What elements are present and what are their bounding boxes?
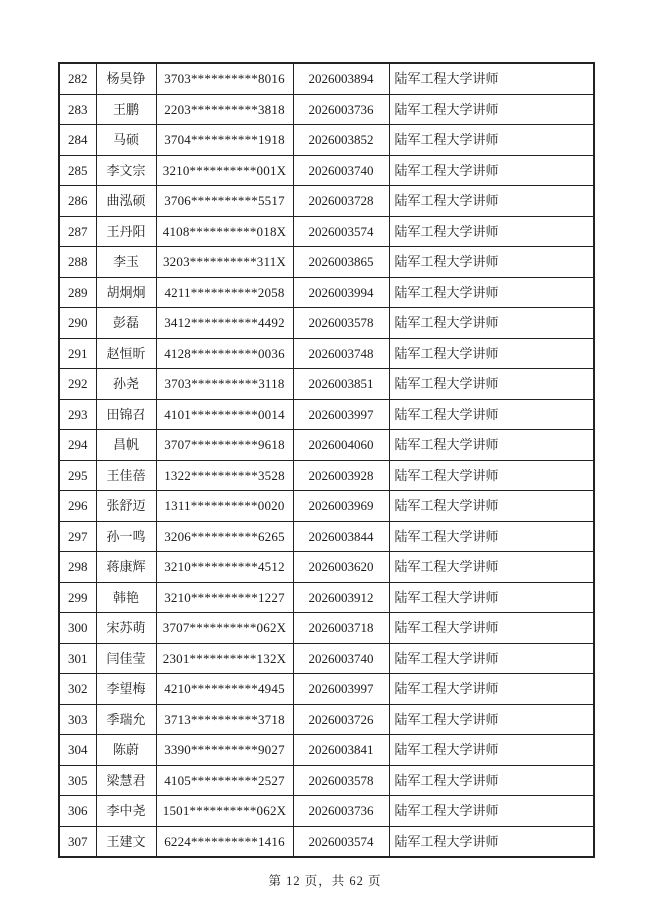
- cell-name: 闫佳莹: [96, 643, 156, 674]
- cell-position: 陆军工程大学讲师: [389, 674, 594, 705]
- cell-id-number: 2203**********3818: [156, 94, 293, 125]
- cell-name: 王建文: [96, 826, 156, 857]
- table-row: [59, 430, 594, 461]
- cell-application-number: 2026003865: [293, 247, 389, 278]
- table-row: [59, 125, 594, 156]
- cell-position: 陆军工程大学讲师: [389, 247, 594, 278]
- cell-index: 302: [59, 674, 96, 705]
- cell-position: 陆军工程大学讲师: [389, 155, 594, 186]
- cell-index: 305: [59, 765, 96, 796]
- cell-index: 284: [59, 125, 96, 156]
- cell-position: 陆军工程大学讲师: [389, 308, 594, 339]
- cell-position: 陆军工程大学讲师: [389, 613, 594, 644]
- cell-id-number: 3704**********1918: [156, 125, 293, 156]
- cell-application-number: 2026003748: [293, 338, 389, 369]
- table-row: [59, 582, 594, 613]
- cell-id-number: 3210**********4512: [156, 552, 293, 583]
- cell-name: 王鹏: [96, 94, 156, 125]
- cell-name: 李文宗: [96, 155, 156, 186]
- cell-index: 300: [59, 613, 96, 644]
- cell-name: 李玉: [96, 247, 156, 278]
- table-row: [59, 460, 594, 491]
- cell-name: 马硕: [96, 125, 156, 156]
- table-row: [59, 826, 594, 857]
- cell-application-number: 2026003574: [293, 216, 389, 247]
- cell-id-number: 4128**********0036: [156, 338, 293, 369]
- cell-name: 曲泓硕: [96, 186, 156, 217]
- table-row: [59, 308, 594, 339]
- cell-position: 陆军工程大学讲师: [389, 765, 594, 796]
- table-row: [59, 552, 594, 583]
- table-row: [59, 521, 594, 552]
- cell-name: 彭磊: [96, 308, 156, 339]
- cell-id-number: 3390**********9027: [156, 735, 293, 766]
- cell-id-number: 3206**********6265: [156, 521, 293, 552]
- table-row: [59, 765, 594, 796]
- cell-application-number: 2026003620: [293, 552, 389, 583]
- table-row: [59, 155, 594, 186]
- cell-id-number: 3210**********001X: [156, 155, 293, 186]
- cell-id-number: 3210**********1227: [156, 582, 293, 613]
- cell-position: 陆军工程大学讲师: [389, 430, 594, 461]
- cell-application-number: 2026003928: [293, 460, 389, 491]
- cell-index: 299: [59, 582, 96, 613]
- cell-application-number: 2026003578: [293, 765, 389, 796]
- cell-index: 282: [59, 63, 96, 94]
- cell-index: 301: [59, 643, 96, 674]
- cell-index: 292: [59, 369, 96, 400]
- cell-position: 陆军工程大学讲师: [389, 94, 594, 125]
- cell-name: 韩艳: [96, 582, 156, 613]
- cell-application-number: 2026003852: [293, 125, 389, 156]
- cell-id-number: 3703**********3118: [156, 369, 293, 400]
- cell-position: 陆军工程大学讲师: [389, 369, 594, 400]
- table-row: [59, 63, 594, 94]
- cell-index: 296: [59, 491, 96, 522]
- cell-name: 蒋康辉: [96, 552, 156, 583]
- table-row: [59, 674, 594, 705]
- cell-application-number: 2026003574: [293, 826, 389, 857]
- cell-position: 陆军工程大学讲师: [389, 552, 594, 583]
- cell-position: 陆军工程大学讲师: [389, 399, 594, 430]
- table-row: [59, 613, 594, 644]
- cell-id-number: 3707**********9618: [156, 430, 293, 461]
- table-row: [59, 643, 594, 674]
- cell-application-number: 2026003726: [293, 704, 389, 735]
- cell-index: 286: [59, 186, 96, 217]
- cell-application-number: 2026003740: [293, 643, 389, 674]
- cell-name: 李望梅: [96, 674, 156, 705]
- cell-id-number: 3703**********8016: [156, 63, 293, 94]
- cell-position: 陆军工程大学讲师: [389, 460, 594, 491]
- cell-name: 陈蔚: [96, 735, 156, 766]
- cell-index: 306: [59, 796, 96, 827]
- cell-position: 陆军工程大学讲师: [389, 186, 594, 217]
- cell-id-number: 6224**********1416: [156, 826, 293, 857]
- table-row: [59, 399, 594, 430]
- cell-name: 王佳蓓: [96, 460, 156, 491]
- cell-index: 304: [59, 735, 96, 766]
- cell-name: 季瑞允: [96, 704, 156, 735]
- cell-index: 295: [59, 460, 96, 491]
- cell-name: 胡炯炯: [96, 277, 156, 308]
- cell-application-number: 2026004060: [293, 430, 389, 461]
- table-row: [59, 735, 594, 766]
- cell-index: 288: [59, 247, 96, 278]
- cell-id-number: 1322**********3528: [156, 460, 293, 491]
- cell-id-number: 4105**********2527: [156, 765, 293, 796]
- cell-index: 307: [59, 826, 96, 857]
- table-row: [59, 704, 594, 735]
- cell-position: 陆军工程大学讲师: [389, 643, 594, 674]
- cell-position: 陆军工程大学讲师: [389, 216, 594, 247]
- cell-id-number: 3412**********4492: [156, 308, 293, 339]
- cell-application-number: 2026003851: [293, 369, 389, 400]
- cell-name: 昌帆: [96, 430, 156, 461]
- table-row: [59, 94, 594, 125]
- cell-application-number: 2026003894: [293, 63, 389, 94]
- roster-table-body: [59, 63, 594, 857]
- cell-application-number: 2026003578: [293, 308, 389, 339]
- cell-id-number: 4210**********4945: [156, 674, 293, 705]
- cell-name: 杨昊铮: [96, 63, 156, 94]
- cell-index: 297: [59, 521, 96, 552]
- cell-application-number: 2026003969: [293, 491, 389, 522]
- cell-name: 梁慧君: [96, 765, 156, 796]
- cell-name: 孙一鸣: [96, 521, 156, 552]
- cell-id-number: 3707**********062X: [156, 613, 293, 644]
- cell-application-number: 2026003736: [293, 796, 389, 827]
- cell-position: 陆军工程大学讲师: [389, 277, 594, 308]
- cell-name: 张舒迈: [96, 491, 156, 522]
- cell-index: 291: [59, 338, 96, 369]
- cell-id-number: 4108**********018X: [156, 216, 293, 247]
- cell-name: 宋苏萌: [96, 613, 156, 644]
- cell-position: 陆军工程大学讲师: [389, 491, 594, 522]
- cell-position: 陆军工程大学讲师: [389, 521, 594, 552]
- cell-position: 陆军工程大学讲师: [389, 125, 594, 156]
- table-row: [59, 491, 594, 522]
- table-row: [59, 277, 594, 308]
- cell-index: 298: [59, 552, 96, 583]
- cell-id-number: 1311**********0020: [156, 491, 293, 522]
- cell-index: 303: [59, 704, 96, 735]
- cell-id-number: 3706**********5517: [156, 186, 293, 217]
- page-number-footer: 第 12 页，共 62 页: [268, 874, 382, 888]
- cell-position: 陆军工程大学讲师: [389, 796, 594, 827]
- cell-index: 285: [59, 155, 96, 186]
- cell-index: 283: [59, 94, 96, 125]
- table-row: [59, 216, 594, 247]
- table-row: [59, 338, 594, 369]
- cell-application-number: 2026003994: [293, 277, 389, 308]
- cell-application-number: 2026003997: [293, 399, 389, 430]
- roster-table: [58, 62, 595, 858]
- cell-id-number: 4211**********2058: [156, 277, 293, 308]
- cell-index: 290: [59, 308, 96, 339]
- cell-name: 李中尧: [96, 796, 156, 827]
- cell-application-number: 2026003736: [293, 94, 389, 125]
- cell-name: 孙尧: [96, 369, 156, 400]
- cell-position: 陆军工程大学讲师: [389, 826, 594, 857]
- table-row: [59, 247, 594, 278]
- cell-position: 陆军工程大学讲师: [389, 338, 594, 369]
- cell-position: 陆军工程大学讲师: [389, 582, 594, 613]
- cell-id-number: 1501**********062X: [156, 796, 293, 827]
- cell-index: 289: [59, 277, 96, 308]
- cell-index: 287: [59, 216, 96, 247]
- cell-id-number: 4101**********0014: [156, 399, 293, 430]
- cell-position: 陆军工程大学讲师: [389, 63, 594, 94]
- cell-index: 293: [59, 399, 96, 430]
- cell-id-number: 3203**********311X: [156, 247, 293, 278]
- cell-application-number: 2026003844: [293, 521, 389, 552]
- cell-application-number: 2026003997: [293, 674, 389, 705]
- cell-application-number: 2026003740: [293, 155, 389, 186]
- cell-position: 陆军工程大学讲师: [389, 704, 594, 735]
- table-row: [59, 796, 594, 827]
- cell-id-number: 3713**********3718: [156, 704, 293, 735]
- cell-index: 294: [59, 430, 96, 461]
- cell-name: 田锦召: [96, 399, 156, 430]
- cell-application-number: 2026003728: [293, 186, 389, 217]
- cell-application-number: 2026003718: [293, 613, 389, 644]
- cell-application-number: 2026003912: [293, 582, 389, 613]
- cell-name: 王丹阳: [96, 216, 156, 247]
- cell-position: 陆军工程大学讲师: [389, 735, 594, 766]
- table-row: [59, 186, 594, 217]
- cell-application-number: 2026003841: [293, 735, 389, 766]
- cell-id-number: 2301**********132X: [156, 643, 293, 674]
- table-row: [59, 369, 594, 400]
- cell-name: 赵恒昕: [96, 338, 156, 369]
